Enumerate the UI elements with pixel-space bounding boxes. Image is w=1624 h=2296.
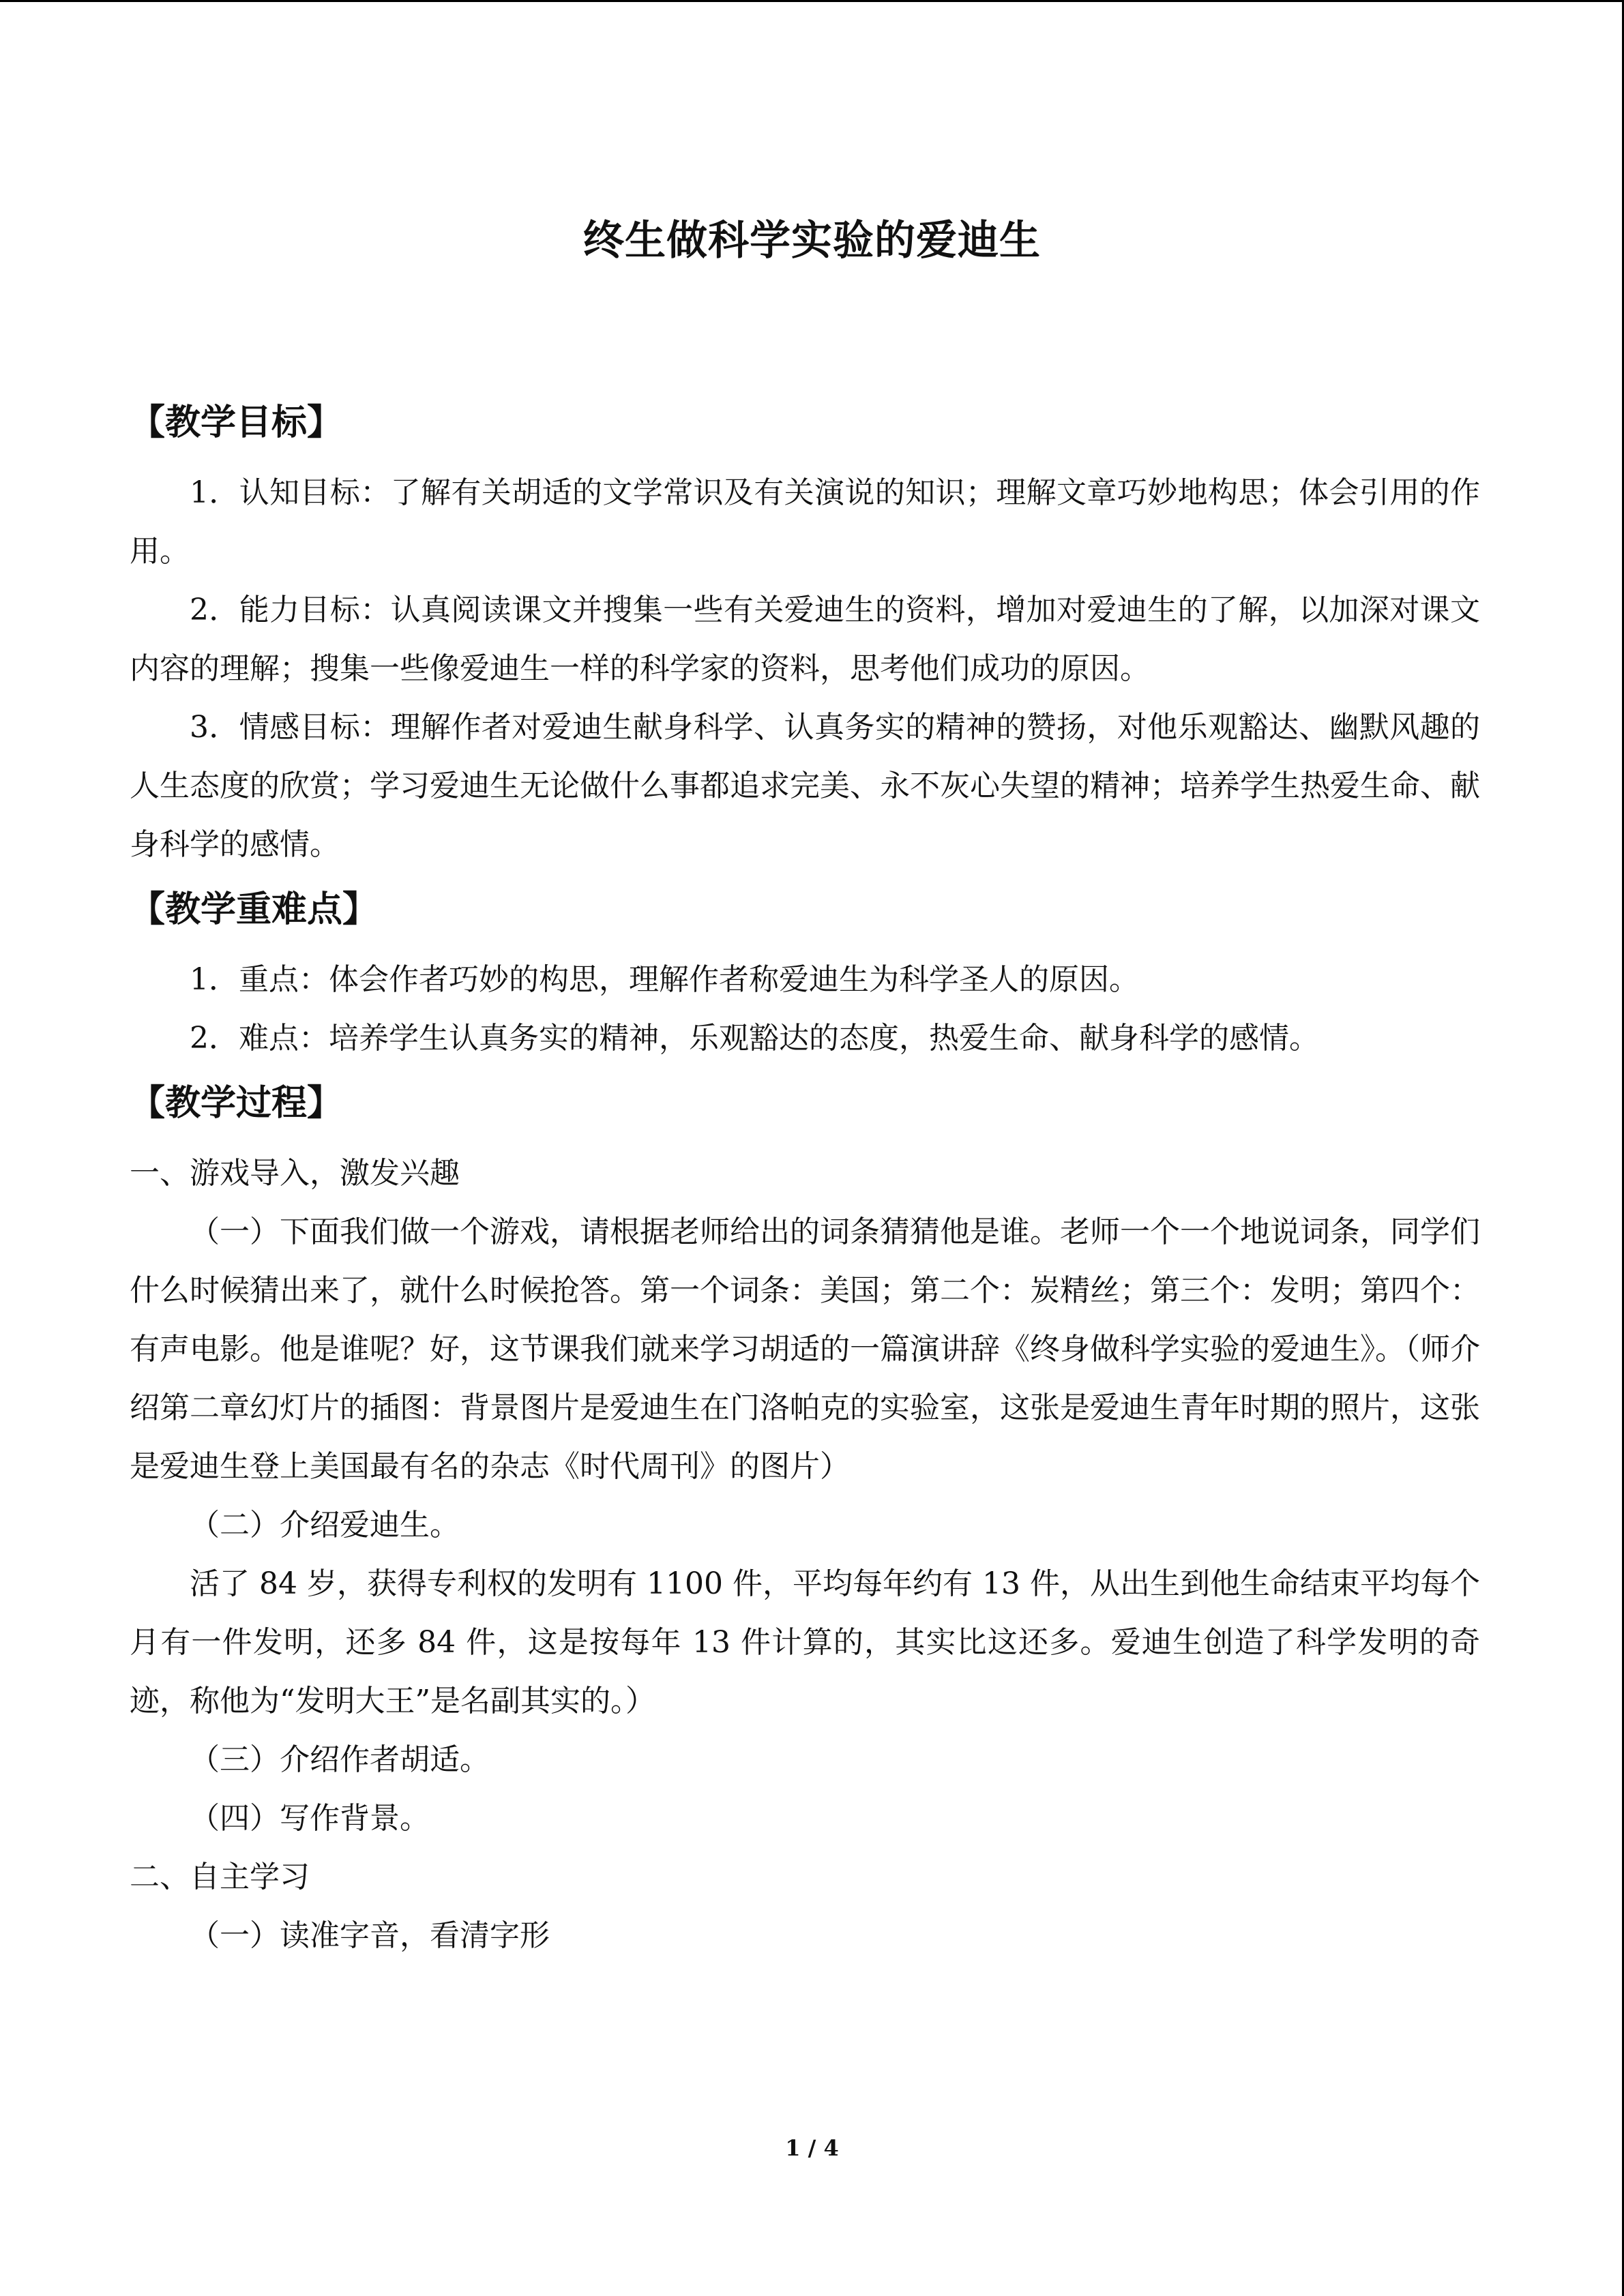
objective-emotion: 3．情感目标：理解作者对爱迪生献身科学、认真务实的精神的赞扬，对他乐观豁达、幽默风趣的人生态度的欣赏；学习爱迪生无论做什么事都追求完美、永不灰心失望的精神；培养学生热爱生命、献身科学的感情。 xyxy=(130,710,1480,862)
heading-teaching-process: 【教学过程】 xyxy=(130,1082,343,1124)
heading-teaching-objectives: 【教学目标】 xyxy=(130,402,343,443)
page-top-border xyxy=(0,0,1624,2)
difficult-point: 2．难点：培养学生认真务实的精神，乐观豁达的态度，热爱生命、献身科学的感情。 xyxy=(190,1021,1319,1056)
objective-ability: 2．能力目标：认真阅读课文并搜集一些有关爱迪生的资料，增加对爱迪生的了解，以加深对课文内容的理解；搜集一些像爱迪生一样的科学家的资料，思考他们成功的原因。 xyxy=(130,593,1480,686)
document-body xyxy=(130,374,1480,1965)
document-title: 终生做科学实验的爱迪生 xyxy=(583,217,1041,265)
process-part1-intro-edison: （二）介绍爱迪生。 xyxy=(190,1508,460,1542)
process-part1-title: 一、游戏导入，激发兴趣 xyxy=(130,1156,460,1191)
process-part1-background: （四）写作背景。 xyxy=(190,1801,430,1836)
objective-cognitive: 1．认知目标：了解有关胡适的文学常识及有关演说的知识；理解文章巧妙地构思；体会引用的作用。 xyxy=(130,475,1480,569)
key-point: 1．重点：体会作者巧妙的构思，理解作者称爱迪生为科学圣人的原因。 xyxy=(190,962,1139,997)
process-part2-pronunciation: （一）读准字音，看清字形 xyxy=(190,1918,550,1953)
page-number: 1 / 4 xyxy=(785,2135,839,2161)
process-part1-game: （一）下面我们做一个游戏，请根据老师给出的词条猜猜他是谁。老师一个一个地说词条，同学们什么时候猜出来了，就什么时候抢答。第一个词条：美国；第二个：炭精丝；第三个：发明；第四个：有声电影。他是谁呢？好，这节课我们就来学习胡适的一篇演讲辞《终身做科学实验的爱迪生》。（师介绍第二章幻灯片的插图：背景图片是爱迪生在门洛帕克的实验室，这张是爱迪生青年时期的照片，这张是爱迪生登上美国最有名的杂志《时代周刊》的图片） xyxy=(130,1214,1480,1484)
process-part1-intro-author: （三）介绍作者胡适。 xyxy=(190,1742,490,1777)
heading-key-difficult-points: 【教学重难点】 xyxy=(130,889,379,930)
process-part2-title: 二、自主学习 xyxy=(130,1860,310,1894)
process-part1-edison-facts: 活了 84 岁，获得专利权的发明有 1100 件，平均每年约有 13 件，从出生到他生命结束平均每个月有一件发明，还多 84 件，这是按每年 13 件计算的，其实比这还多。爱迪生创造了科学发明的奇迹，称他为“发明大王”是名副其实的。） xyxy=(130,1566,1480,1718)
